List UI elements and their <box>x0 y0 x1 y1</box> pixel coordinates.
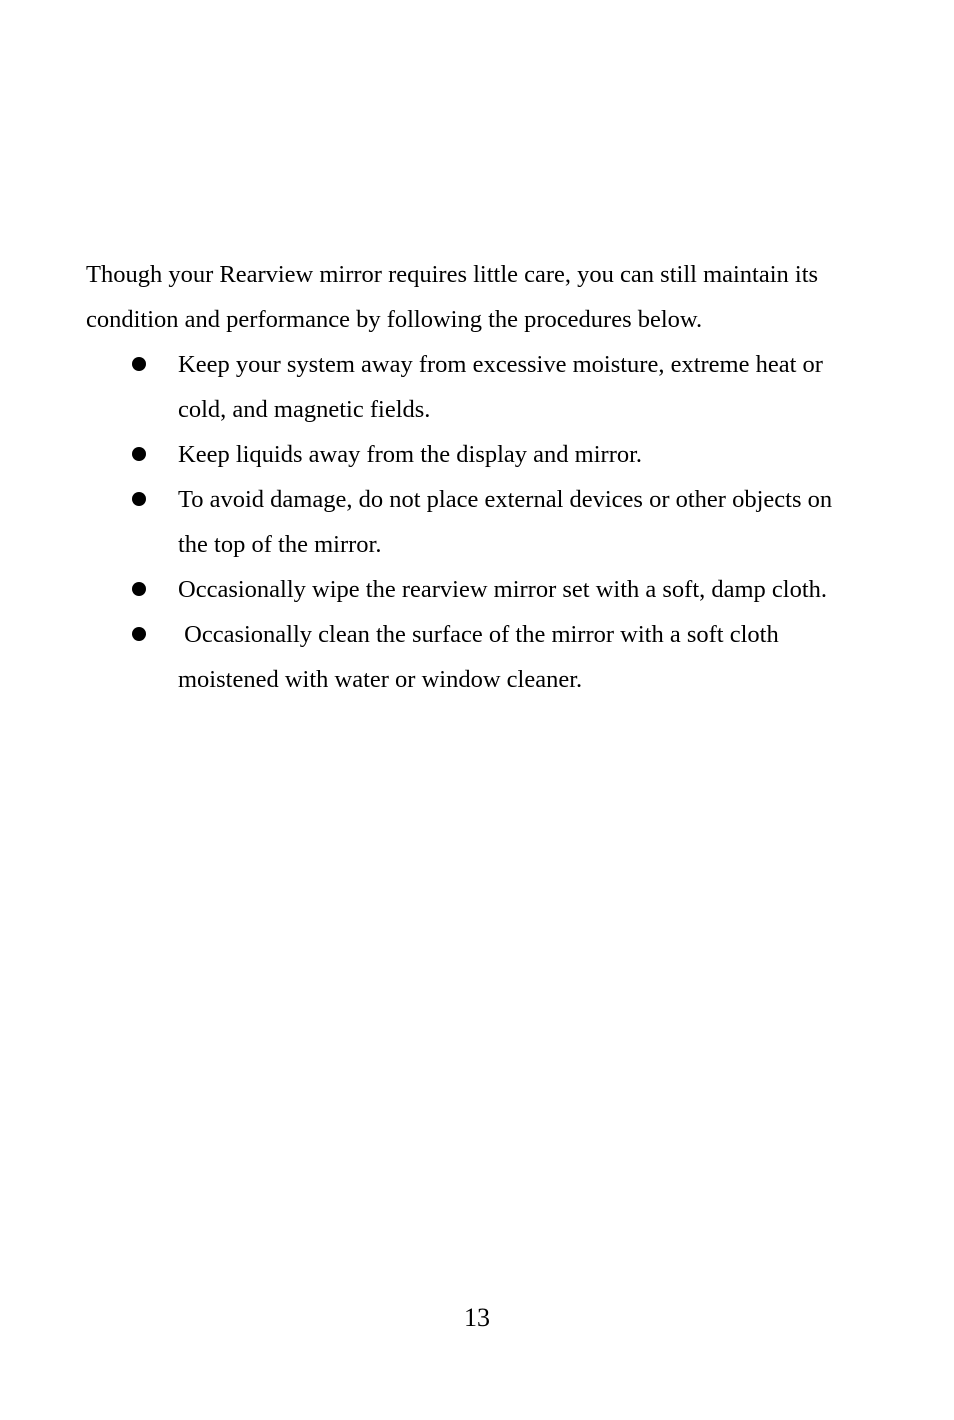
list-item-text: Keep liquids away from the display and mirror. <box>178 441 643 468</box>
bullet-icon <box>132 582 146 596</box>
list-item <box>86 567 868 612</box>
list-item-text: Occasionally wipe the rearview mirror set with a soft, damp cloth. <box>178 576 828 603</box>
list-item <box>86 432 868 477</box>
list-item <box>86 477 868 567</box>
list-item-text: Keep your system away from excessive moisture, extreme heat or cold, and magnetic fields. <box>178 351 823 423</box>
intro-paragraph: Though your Rearview mirror requires little care, you can still maintain its condition and performance by following the procedures below. <box>86 261 819 333</box>
care-instructions-list <box>86 342 866 702</box>
bullet-icon <box>132 357 146 371</box>
list-item-text: To avoid damage, do not place external devices or other objects on the top of the mirror. <box>178 486 833 558</box>
page-number: 13 <box>464 1303 490 1332</box>
list-item-text: Occasionally clean the surface of the mirror with a soft cloth moistened with water or window cleaner. <box>178 621 785 693</box>
bullet-icon <box>132 492 146 506</box>
bullet-icon <box>132 627 146 641</box>
list-item <box>86 612 868 702</box>
list-item <box>86 342 868 432</box>
bullet-icon <box>132 447 146 461</box>
page-content <box>86 252 866 702</box>
